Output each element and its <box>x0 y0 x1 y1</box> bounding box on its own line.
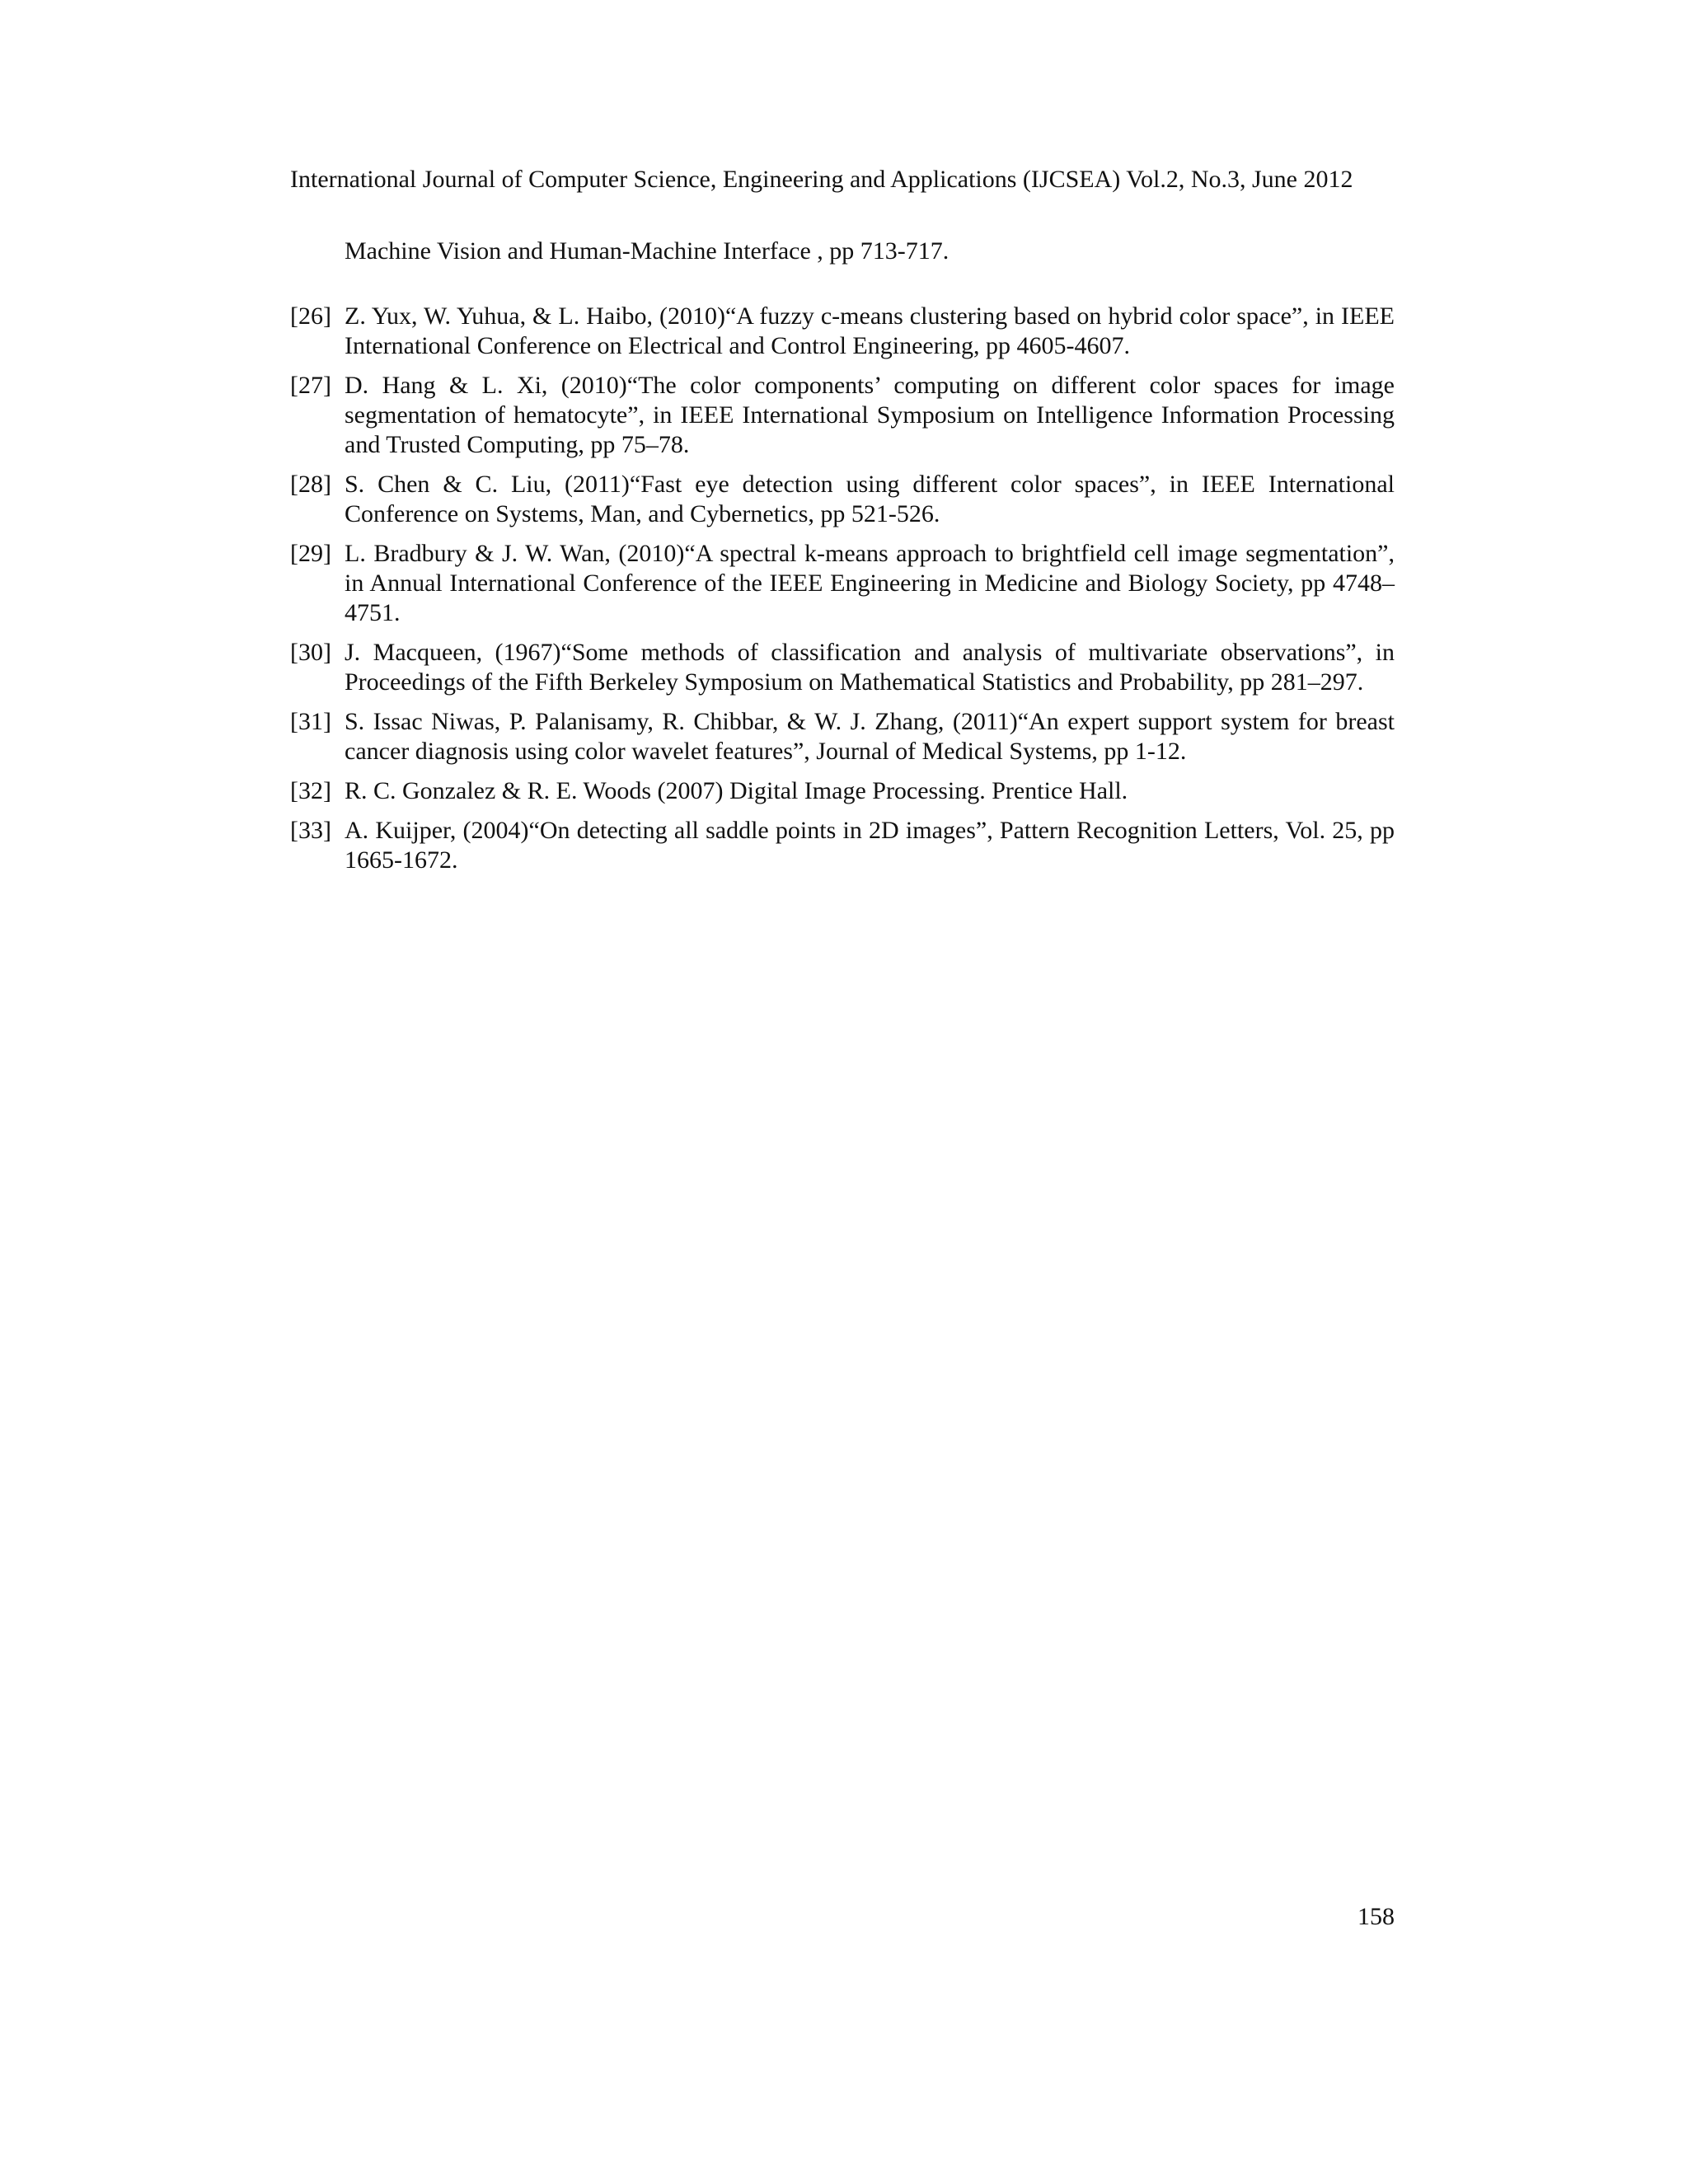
reference-item <box>290 638 1395 697</box>
reference-number: [30] <box>290 639 331 666</box>
reference-number: [29] <box>290 540 331 567</box>
reference-number: [32] <box>290 777 331 804</box>
page-number: 158 <box>1357 1903 1395 1930</box>
reference-item <box>290 816 1395 875</box>
reference-item <box>290 707 1395 766</box>
reference-text: J. Macqueen, (1967)“Some methods of classification and analysis of multivariate observations”, in Proceedings of the Fifth Berkeley Symposium on Mathematical Statistics and Probability, pp 281–297. <box>345 639 1395 696</box>
reference-text: A. Kuijper, (2004)“On detecting all saddle points in 2D images”, Pattern Recognition Letters, Vol. 25, pp 1665-1672. <box>345 817 1395 874</box>
reference-text: Z. Yux, W. Yuhua, & L. Haibo, (2010)“A fuzzy c-means clustering based on hybrid color space”, in IEEE International Conference on Electrical and Control Engineering, pp 4605-4607. <box>345 302 1395 359</box>
reference-list <box>290 302 1395 885</box>
reference-text: L. Bradbury & J. W. Wan, (2010)“A spectral k-means approach to brightfield cell image segmentation”, in Annual International Conference of the IEEE Engineering in Medicine and Biology Society, pp 4748–4751. <box>345 540 1395 626</box>
reference-text: D. Hang & L. Xi, (2010)“The color components’ computing on different color spaces for image segmentation of hematocyte”, in IEEE International Symposium on Intelligence Information Processing and Trusted Computing, pp 75–78. <box>345 372 1395 458</box>
reference-number: [33] <box>290 817 331 844</box>
reference-item <box>290 539 1395 628</box>
reference-number: [27] <box>290 372 331 399</box>
reference-item <box>290 371 1395 460</box>
reference-text: S. Issac Niwas, P. Palanisamy, R. Chibbar, & W. J. Zhang, (2011)“An expert support system for breast cancer diagnosis using color wavelet features”, Journal of Medical Systems, pp 1-12. <box>345 708 1395 765</box>
running-header: International Journal of Computer Science, Engineering and Applications (IJCSEA) Vol.2, No.3, June 2012 <box>290 166 1353 193</box>
reference-number: [28] <box>290 471 331 498</box>
reference-item <box>290 302 1395 361</box>
reference-number: [26] <box>290 302 331 330</box>
reference-number: [31] <box>290 708 331 735</box>
reference-text: R. C. Gonzalez & R. E. Woods (2007) Digital Image Processing. Prentice Hall. <box>345 777 1128 804</box>
reference-item <box>290 776 1395 806</box>
reference-text: S. Chen & C. Liu, (2011)“Fast eye detection using different color spaces”, in IEEE International Conference on Systems, Man, and Cybernetics, pp 521-526. <box>345 471 1395 527</box>
reference-item <box>290 470 1395 529</box>
continued-reference-text: Machine Vision and Human-Machine Interface , pp 713-717. <box>345 237 950 265</box>
